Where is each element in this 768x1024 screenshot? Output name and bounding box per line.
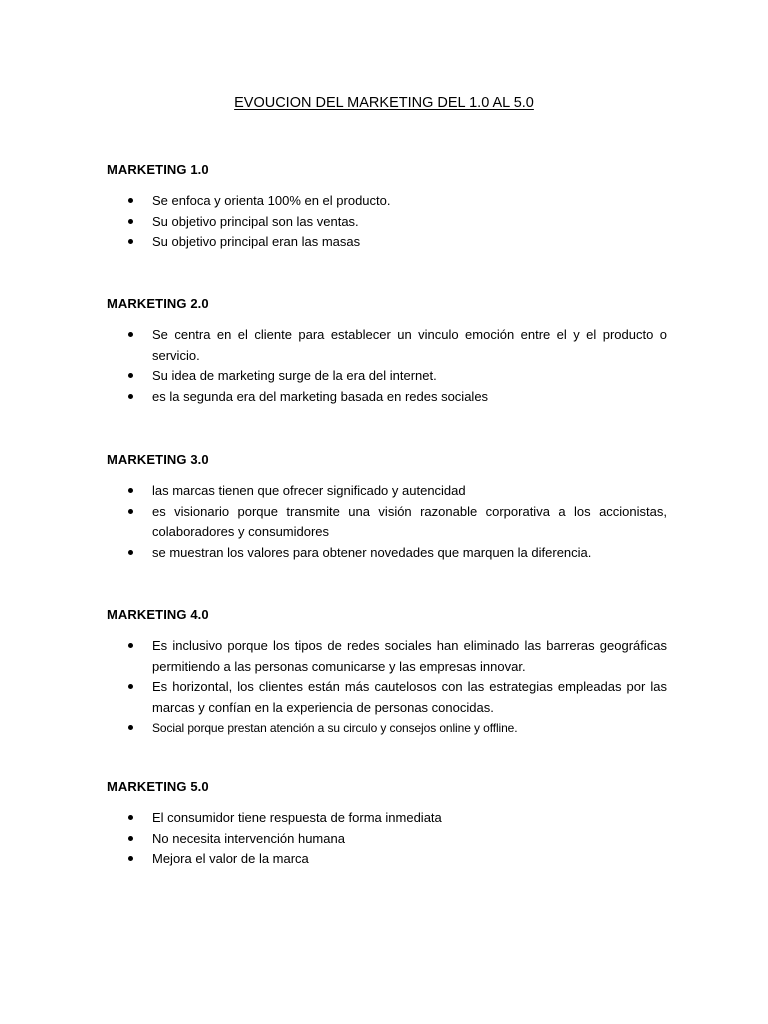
list-item [107, 212, 667, 233]
list-item-text: Su objetivo principal son las ventas. [152, 213, 359, 229]
section-marketing-5 [107, 778, 667, 870]
bullet-icon [128, 509, 133, 514]
bullet-list [107, 636, 667, 739]
list-item-text: Es inclusivo porque los tipos de redes sociales han eliminado las barreras geográficas permitiendo a las personas comunicarse y las empresas innovar. [152, 638, 667, 674]
list-item [107, 387, 667, 408]
list-item-text: Su idea de marketing surge de la era del internet. [152, 368, 437, 383]
list-item [107, 849, 667, 870]
list-item-text: Mejora el valor de la marca [152, 851, 309, 866]
bullet-icon [128, 198, 133, 203]
list-item [107, 543, 667, 564]
list-item [107, 481, 667, 502]
section-heading: MARKETING 3.0 [107, 452, 209, 467]
list-item-text: es la segunda era del marketing basada en redes sociales [152, 388, 489, 404]
list-item [107, 502, 667, 543]
bullet-icon [128, 550, 133, 555]
list-item [107, 191, 667, 212]
list-item-text: No necesita intervención humana [152, 830, 345, 846]
bullet-list [107, 481, 667, 563]
list-item-text: las marcas tienen que ofrecer significado y autencidad [152, 483, 466, 498]
bullet-icon [128, 856, 133, 861]
list-item-text: Su objetivo principal eran las masas [152, 234, 361, 249]
list-item [107, 677, 667, 718]
section-heading: MARKETING 5.0 [107, 779, 209, 794]
section-marketing-4 [107, 606, 667, 739]
list-item [107, 718, 667, 739]
bullet-list [107, 191, 667, 253]
list-item [107, 636, 667, 677]
list-item-text: Social porque prestan atención a su circulo y consejos online y offline. [152, 721, 518, 735]
list-item [107, 808, 667, 829]
list-item-text: se muestran los valores para obtener novedades que marquen la diferencia. [152, 544, 592, 560]
bullet-icon [128, 239, 133, 244]
list-item-text: es visionario porque transmite una visión razonable corporativa a los accionistas, colaboradores y consumidores [152, 503, 667, 539]
bullet-icon [128, 643, 133, 648]
list-item-text: El consumidor tiene respuesta de forma inmediata [152, 810, 442, 825]
bullet-icon [128, 332, 133, 337]
section-heading: MARKETING 2.0 [107, 296, 209, 311]
document-title [0, 93, 768, 113]
list-item-text: Se centra en el cliente para establecer un vinculo emoción entre el y el producto o servicio. [152, 327, 667, 363]
bullet-list [107, 808, 667, 870]
bullet-icon [128, 373, 133, 378]
bullet-icon [128, 684, 133, 689]
list-item-text: Es horizontal, los clientes están más cautelosos con las estrategias empleadas por las marcas y confían en la experiencia de personas conocidas. [152, 679, 667, 715]
document-title-text: EVOUCION DEL MARKETING DEL 1.0 AL 5.0 [234, 95, 534, 111]
bullet-icon [128, 488, 133, 493]
list-item-text: Se enfoca y orienta 100% en el producto. [152, 193, 391, 208]
bullet-icon [128, 815, 133, 820]
bullet-icon [128, 836, 133, 841]
section-heading: MARKETING 4.0 [107, 607, 209, 622]
section-marketing-2 [107, 295, 667, 407]
list-item [107, 829, 667, 850]
section-marketing-1 [107, 161, 667, 253]
list-item [107, 325, 667, 366]
bullet-list [107, 325, 667, 407]
section-marketing-3 [107, 451, 667, 563]
list-item [107, 366, 667, 387]
bullet-icon [128, 394, 133, 399]
bullet-icon [128, 219, 133, 224]
section-heading: MARKETING 1.0 [107, 162, 209, 177]
bullet-icon [128, 725, 133, 730]
list-item [107, 232, 667, 253]
